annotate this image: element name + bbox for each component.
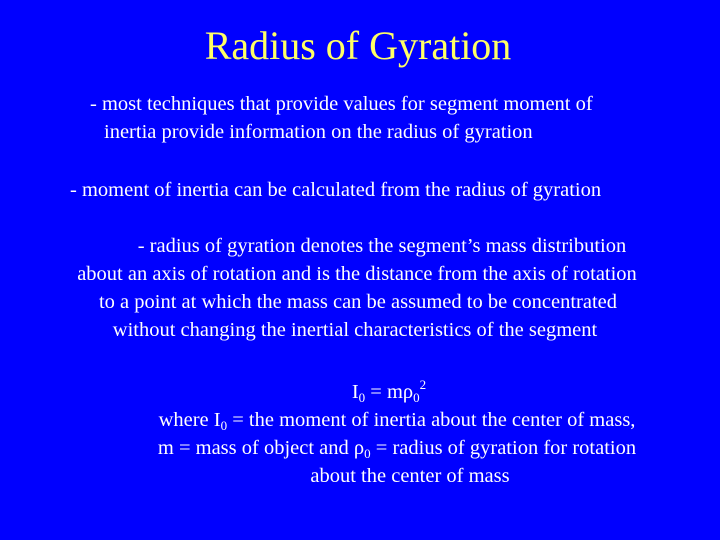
bullet-radius-line4: without changing the inertial characteristics of the segment — [112, 319, 598, 341]
definition-line1-subscript: 0 — [220, 418, 228, 433]
bullet-techniques — [90, 90, 593, 146]
equation-block — [0, 378, 720, 490]
definition-line1 — [37, 406, 720, 434]
bullet-moment-calculation-text: - moment of inertia can be calculated from the radius of gyration — [70, 179, 602, 201]
equation-rho-subscript: 0 — [413, 390, 420, 405]
equation-lhs-subscript: 0 — [358, 390, 366, 405]
definition-line2-subscript: 0 — [364, 446, 371, 461]
bullet-radius-line1: - radius of gyration denotes the segment’s mass distribution — [137, 235, 627, 257]
definition-line2-start: m = mass of object and ρ — [157, 437, 365, 459]
slide-title-text: Radius of Gyration — [204, 23, 512, 68]
definition-line2 — [37, 434, 720, 462]
definition-line3: about the center of mass — [310, 465, 510, 487]
equation — [0, 378, 718, 406]
definition-line1-start: where I — [158, 409, 221, 431]
bullet-radius-definition — [0, 232, 720, 344]
bullet-techniques-line2: inertia provide information on the radius of gyration — [104, 121, 533, 143]
equation-rhs: = mρ — [365, 381, 414, 403]
bullet-radius-line2: about an axis of rotation and is the distance from the axis of rotation — [77, 263, 637, 285]
definition-line2-end: = radius of gyration for rotation — [370, 437, 637, 459]
equation-lhs: I — [351, 381, 359, 403]
slide-title — [0, 22, 720, 70]
definition-line1-end: = the moment of inertia about the center of mass, — [227, 409, 636, 431]
bullet-techniques-line1: - most techniques that provide values for segment moment of — [90, 93, 593, 115]
bullet-radius-line3: to a point at which the mass can be assumed to be concentrated — [98, 291, 618, 313]
equation-exponent: 2 — [419, 377, 427, 392]
bullet-moment-calculation — [70, 176, 601, 204]
